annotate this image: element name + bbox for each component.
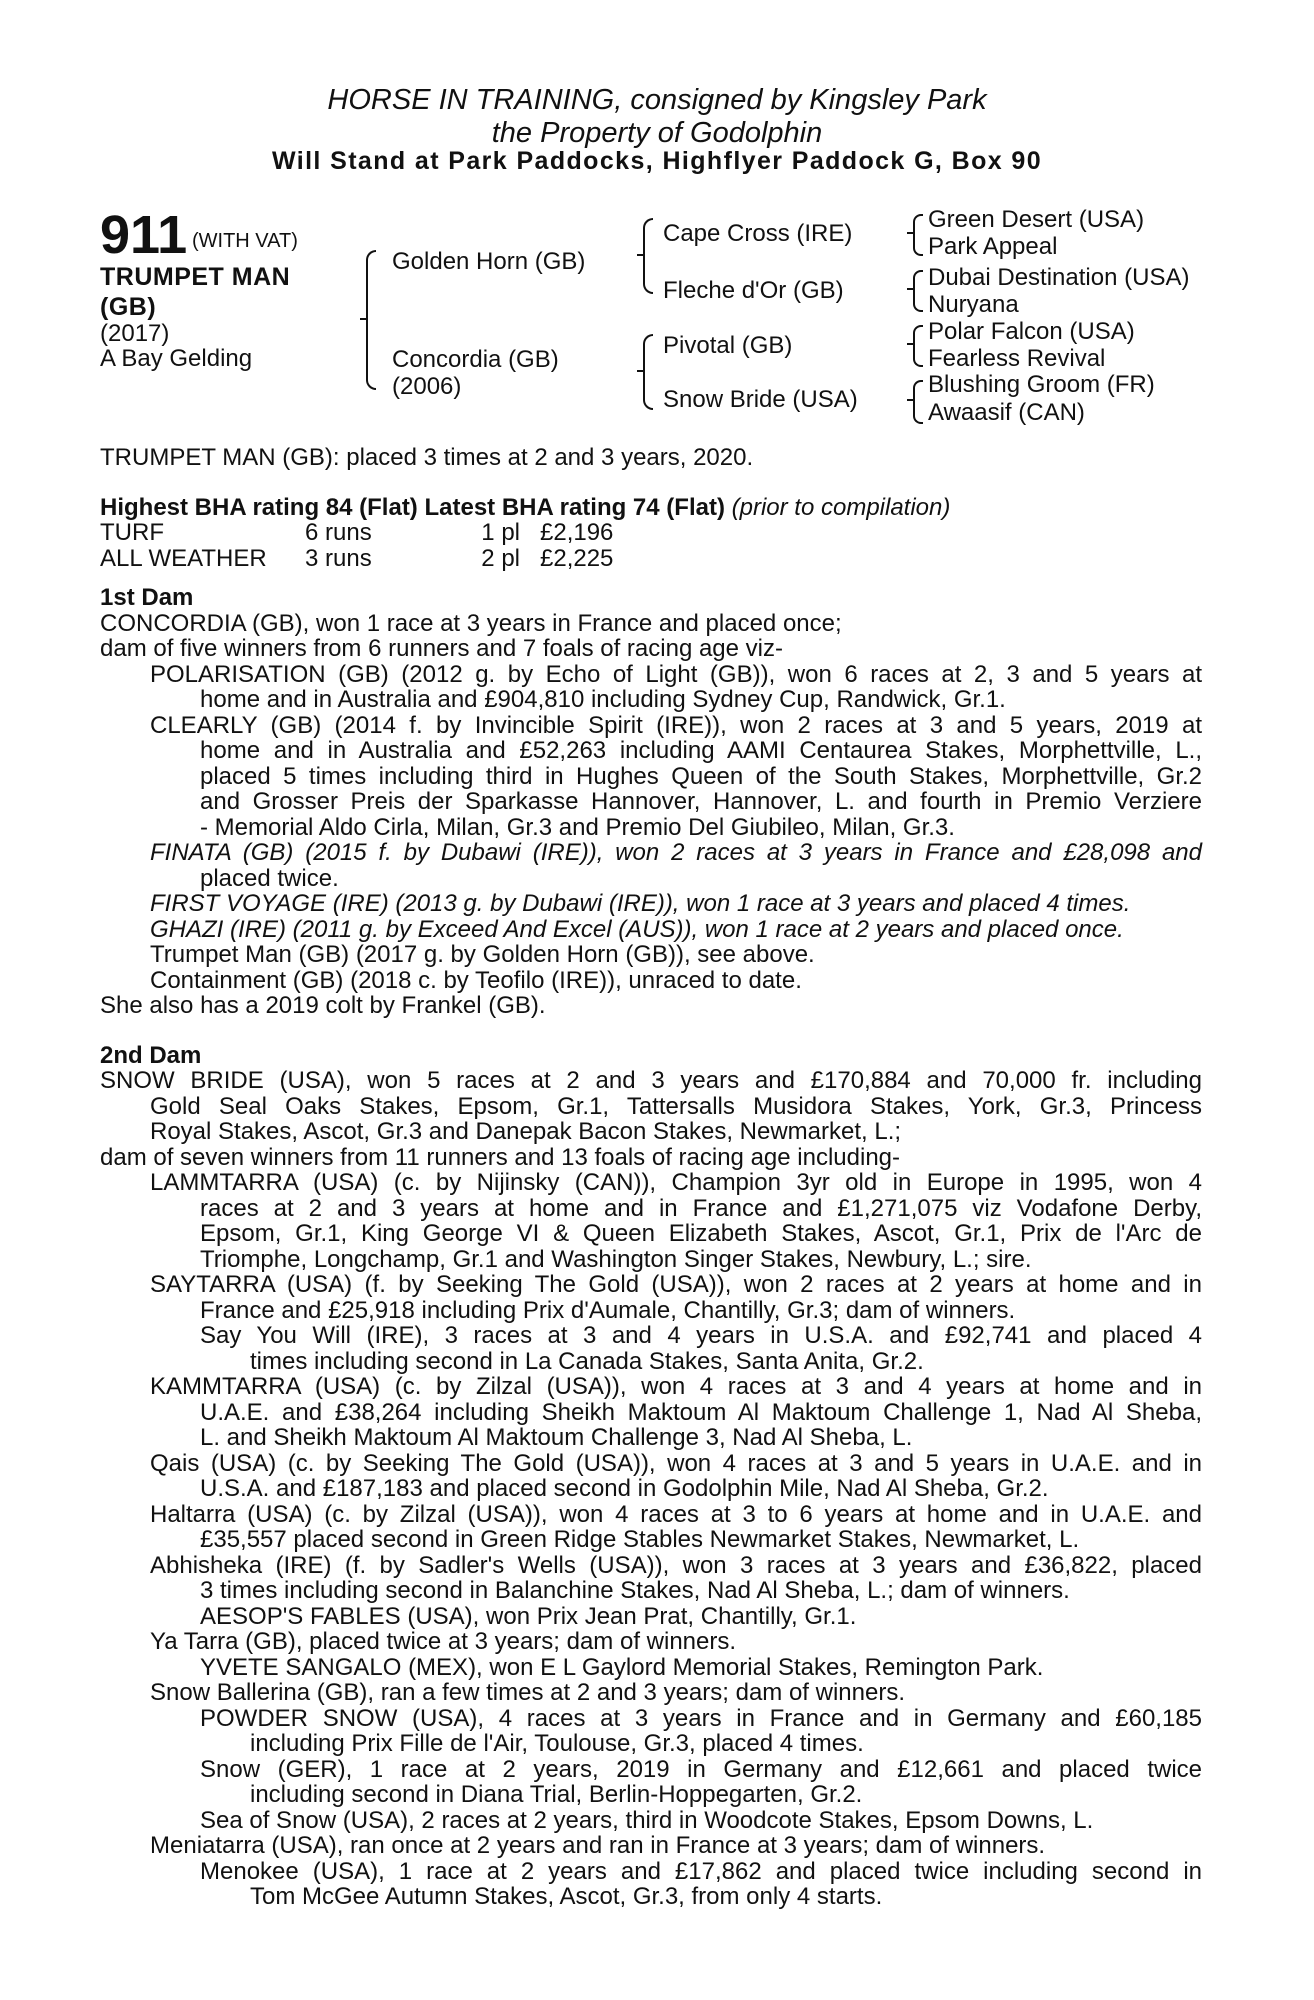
record-prize: £2,225 xyxy=(540,544,614,572)
second-dam-line: Meniatarra (USA), ran once at 2 years and ran in France at 3 years; dam of winners. xyxy=(150,1832,1046,1859)
first-dam-text xyxy=(100,611,1202,1019)
record-surface: TURF xyxy=(100,519,164,546)
pedigree-dam-dam: Snow Bride (USA) xyxy=(663,386,858,413)
pedigree-brace-sire-parents xyxy=(643,218,653,294)
first-dam-line: Trumpet Man (GB) (2017 g. by Golden Horn (GB)), see above. xyxy=(150,941,815,968)
first-dam-line: placed twice. xyxy=(200,864,339,892)
pedigree-g8: Awaasif (CAN) xyxy=(928,399,1085,426)
pedigree-sire-sire: Cape Cross (IRE) xyxy=(663,220,853,247)
first-dam-line: She also has a 2019 colt by Frankel (GB). xyxy=(100,992,546,1019)
horse-name-line1: TRUMPET MAN xyxy=(100,263,291,291)
horse-description: A Bay Gelding xyxy=(100,345,253,372)
second-dam-line: Haltarra (USA) (c. by Zilzal (USA)), won 4 races at 3 to 6 years at home and in U.A.E. and xyxy=(150,1500,1202,1528)
second-dam-line: Epsom, Gr.1, King George VI & Queen Elizabeth Stakes, Ascot, Gr.1, Prix de l'Arc de xyxy=(200,1220,1202,1247)
pedigree-brace-g1 xyxy=(913,214,923,256)
second-dam-line: Qais (USA) (c. by Seeking The Gold (USA)), won 4 races at 3 and 5 years in U.A.E. and in xyxy=(150,1449,1202,1477)
first-dam-line: FINATA (GB) (2015 f. by Dubawi (IRE)), won 2 races at 3 years in France and £28,098 and xyxy=(150,839,1202,866)
pedigree-brace-dam-parents xyxy=(643,334,653,410)
second-dam-line: Royal Stakes, Ascot, Gr.3 and Danepak Bacon Stakes, Newmarket, L.; xyxy=(150,1118,902,1145)
second-dam-line: races at 2 and 3 years at home and in France and £1,271,075 viz Vodafone Derby, xyxy=(200,1194,1202,1222)
second-dam-text xyxy=(100,1068,1202,1910)
rating-note: (prior to compilation) xyxy=(731,493,951,521)
second-dam-line: dam of seven winners from 11 runners and 13 foals of racing age including- xyxy=(100,1143,901,1171)
record-prize: £2,196 xyxy=(540,519,614,546)
second-dam-line: SAYTARRA (USA) (f. by Seeking The Gold (USA)), won 2 races at 2 years at home and in xyxy=(150,1271,1202,1298)
record-runs: 6 runs xyxy=(305,519,372,546)
pedigree-brace-tick xyxy=(907,399,915,401)
second-dam-line: SNOW BRIDE (USA), won 5 races at 2 and 3 years and £170,884 and 70,000 fr. including xyxy=(100,1067,1202,1094)
lot-number: 911 xyxy=(100,205,188,265)
pedigree-brace-tick xyxy=(637,370,645,372)
header-line-consignor: HORSE IN TRAINING, consigned by Kingsley Park xyxy=(327,84,987,116)
first-dam-line: home and in Australia and £904,810 including Sydney Cup, Randwick, Gr.1. xyxy=(200,686,1006,713)
second-dam-line: KAMMTARRA (USA) (c. by Zilzal (USA)), won 4 races at 3 and 4 years at home and in xyxy=(150,1373,1202,1400)
second-dam-line: U.A.E. and £38,264 including Sheikh Maktoum Al Maktoum Challenge 1, Nad Al Sheba, xyxy=(200,1398,1202,1426)
pedigree-brace-sire-dam xyxy=(366,250,376,390)
catalogue-body xyxy=(100,445,1202,1910)
second-dam-line: 3 times including second in Balanchine Stakes, Nad Al Sheba, L.; dam of winners. xyxy=(200,1577,1070,1604)
record-placed: 1 pl xyxy=(481,519,520,546)
record-row-turf xyxy=(100,520,1202,546)
second-dam-line: France and £25,918 including Prix d'Aumale, Chantilly, Gr.3; dam of winners. xyxy=(200,1296,1016,1324)
first-dam-line: placed 5 times including third in Hughes Queen of the South Stakes, Morphettville, Gr.2 xyxy=(200,762,1202,790)
pedigree-brace-tick xyxy=(907,343,915,345)
second-dam-line: Snow (GER), 1 race at 2 years, 2019 in Germany and £12,661 and placed twice xyxy=(200,1755,1202,1783)
first-dam-line: FIRST VOYAGE (IRE) (2013 g. by Dubawi (IRE)), won 1 race at 3 years and placed 4 times. xyxy=(150,890,1131,917)
vat-note: (WITH VAT) xyxy=(192,230,298,252)
pedigree-g2: Park Appeal xyxy=(928,233,1058,260)
second-dam-line: including Prix Fille de l'Air, Toulouse, Gr.3, placed 4 times. xyxy=(250,1730,864,1757)
second-dam-line: Menokee (USA), 1 race at 2 years and £17,862 and placed twice including second in xyxy=(200,1857,1202,1885)
second-dam-line: Gold Seal Oaks Stakes, Epsom, Gr.1, Tattersalls Musidora Stakes, York, Gr.3, Princess xyxy=(150,1092,1202,1120)
first-dam-line: CONCORDIA (GB), won 1 race at 3 years in France and placed once; xyxy=(100,609,842,637)
pedigree-brace-tick xyxy=(637,254,645,256)
rating-text: Highest BHA rating 84 (Flat) Latest BHA rating 74 (Flat) xyxy=(100,493,725,521)
pedigree-sire: Golden Horn (GB) xyxy=(392,248,586,275)
second-dam-line: U.S.A. and £187,183 and placed second in Godolphin Mile, Nad Al Sheba, Gr.2. xyxy=(200,1475,1049,1502)
pedigree-g3: Dubai Destination (USA) xyxy=(928,264,1190,291)
second-dam-line: including second in Diana Trial, Berlin-Hoppegarten, Gr.2. xyxy=(250,1781,863,1808)
first-dam-line: Containment (GB) (2018 c. by Teofilo (IRE)), unraced to date. xyxy=(150,966,802,994)
pedigree-dam-year: (2006) xyxy=(392,373,462,400)
pedigree-brace-g2 xyxy=(913,270,923,312)
pedigree-g6: Fearless Revival xyxy=(928,345,1106,372)
second-dam-line: Triomphe, Longchamp, Gr.1 and Washington Singer Stakes, Newbury, L.; sire. xyxy=(200,1245,1032,1273)
pedigree-brace-tick xyxy=(907,288,915,290)
second-dam-line: Abhisheka (IRE) (f. by Sadler's Wells (USA)), won 3 races at 3 years and £36,822, placed xyxy=(150,1551,1202,1579)
second-dam-line: LAMMTARRA (USA) (c. by Nijinsky (CAN)), Champion 3yr old in Europe in 1995, won 4 xyxy=(150,1169,1202,1196)
second-dam-line: Tom McGee Autumn Stakes, Ascot, Gr.3, from only 4 starts. xyxy=(250,1883,883,1910)
header-line-property: the Property of Godolphin xyxy=(491,117,823,149)
record-row-all-weather xyxy=(100,546,1202,572)
horse-name xyxy=(100,262,290,322)
second-dam-line: times including second in La Canada Stakes, Santa Anita, Gr.2. xyxy=(250,1347,924,1375)
pedigree-brace-tick xyxy=(360,318,368,320)
pedigree-brace-tick xyxy=(907,232,915,234)
second-dam-line: AESOP'S FABLES (USA), won Prix Jean Prat, Chantilly, Gr.1. xyxy=(200,1602,857,1630)
second-dam-line: Snow Ballerina (GB), ran a few times at 2 and 3 years; dam of winners. xyxy=(150,1679,906,1706)
first-dam-heading: 1st Dam xyxy=(100,584,194,611)
first-dam-line: home and in Australia and £52,263 including AAMI Centaurea Stakes, Morphettville, L., xyxy=(200,737,1202,764)
pedigree-g7: Blushing Groom (FR) xyxy=(928,371,1155,398)
first-dam-line: and Grosser Preis der Sparkasse Hannover, Hannover, L. and fourth in Premio Verziere xyxy=(200,788,1202,815)
second-dam-line: POWDER SNOW (USA), 4 races at 3 years in France and in Germany and £60,185 xyxy=(200,1704,1202,1732)
second-dam-line: YVETE SANGALO (MEX), won E L Gaylord Memorial Stakes, Remington Park. xyxy=(200,1653,1044,1681)
horse-name-line2: (GB) xyxy=(100,293,157,321)
first-dam-line: POLARISATION (GB) (2012 g. by Echo of Light (GB)), won 6 races at 2, 3 and 5 years at xyxy=(150,660,1202,688)
record-placed: 2 pl xyxy=(481,544,520,572)
second-dam-heading: 2nd Dam xyxy=(100,1041,202,1069)
first-dam-line: GHAZI (IRE) (2011 g. by Exceed And Excel (AUS)), won 1 race at 2 years and placed once. xyxy=(150,915,1124,943)
second-dam-line: Sea of Snow (USA), 2 races at 2 years, third in Woodcote Stakes, Epsom Downs, L. xyxy=(200,1806,1094,1834)
pedigree-brace-g3 xyxy=(913,325,923,367)
first-dam-line: - Memorial Aldo Cirla, Milan, Gr.3 and Premio Del Giubileo, Milan, Gr.3. xyxy=(200,813,955,841)
rating-line xyxy=(100,495,1202,521)
pedigree-g1: Green Desert (USA) xyxy=(928,206,1145,233)
race-summary: TRUMPET MAN (GB): placed 3 times at 2 and 3 years, 2020. xyxy=(100,444,754,471)
pedigree-brace-g4 xyxy=(913,380,923,424)
foaling-year: (2017) xyxy=(100,320,170,347)
first-dam-line: CLEARLY (GB) (2014 f. by Invincible Spirit (IRE)), won 2 races at 3 and 5 years, 2019 at xyxy=(150,711,1202,739)
pedigree-g5: Polar Falcon (USA) xyxy=(928,318,1135,345)
header-line-location: Will Stand at Park Paddocks, Highflyer Paddock G, Box 90 xyxy=(271,147,1043,175)
record-surface: ALL WEATHER xyxy=(100,544,267,572)
record-runs: 3 runs xyxy=(305,544,372,572)
pedigree-dam-sire: Pivotal (GB) xyxy=(663,332,793,359)
second-dam-line: £35,557 placed second in Green Ridge Stables Newmarket Stakes, Newmarket, L. xyxy=(200,1526,1080,1553)
second-dam-line: Say You Will (IRE), 3 races at 3 and 4 years in U.S.A. and £92,741 and placed 4 xyxy=(200,1322,1202,1349)
second-dam-line: L. and Sheikh Maktoum Al Maktoum Challenge 3, Nad Al Sheba, L. xyxy=(200,1424,913,1451)
pedigree-g4: Nuryana xyxy=(928,291,1019,318)
pedigree-sire-dam: Fleche d'Or (GB) xyxy=(663,277,844,304)
second-dam-line: Ya Tarra (GB), placed twice at 3 years; dam of winners. xyxy=(150,1628,737,1655)
pedigree-dam: Concordia (GB) xyxy=(392,346,559,373)
first-dam-line: dam of five winners from 6 runners and 7 foals of racing age viz- xyxy=(100,635,783,662)
